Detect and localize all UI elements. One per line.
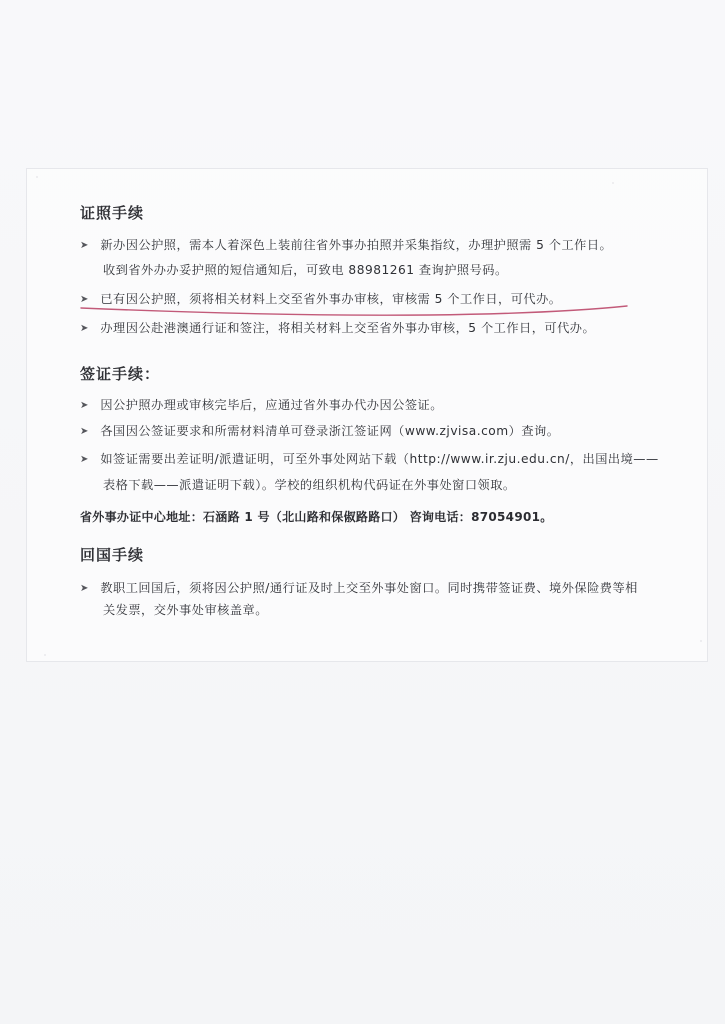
arrow-bullet-icon: ➤: [80, 583, 89, 594]
bullet-line-return-submission: [80, 581, 638, 597]
bullet-line-new-passport: [80, 238, 612, 254]
arrow-bullet-icon: ➤: [80, 426, 89, 437]
bullet-line-visa-processing: [80, 398, 443, 414]
continued-line-passport-number: 收到省外办办妥护照的短信通知后，可致电 88981261 查询护照号码。: [103, 263, 508, 277]
section-title-visa: 签证手续：: [80, 365, 161, 383]
handwritten-underline-mark: [79, 304, 629, 318]
bullet-line-dispatch-proof: [80, 452, 659, 468]
bullet-text: 新办因公护照，需本人着深色上装前往省外事办拍照并采集指纹，办理护照需 5 个工作日。: [100, 238, 613, 252]
arrow-bullet-icon: ➤: [80, 240, 89, 251]
foreign-affairs-office-address: 省外事办证中心地址：石涵路 1 号（北山路和保俶路路口） 咨询电话：87054901。: [80, 510, 553, 524]
bullet-text: 已有因公护照，须将相关材料上交至省外事办审核，审核需 5 个工作日，可代办。: [100, 292, 562, 306]
scan-noise-dot: [36, 176, 38, 178]
continued-line-return-invoices: 关发票，交外事处审核盖章。: [103, 603, 268, 617]
bullet-text: 各国因公签证要求和所需材料清单可登录浙江签证网（www.zjvisa.com）查询。: [100, 424, 560, 438]
scan-noise-dot: [700, 640, 702, 642]
arrow-bullet-icon: ➤: [80, 400, 89, 411]
bullet-text: 如签证需要出差证明/派遣证明，可至外事处网站下载（http://www.ir.zju.edu.cn/，出国出境——: [100, 452, 659, 466]
bullet-text: 因公护照办理或审核完毕后，应通过省外事办代办因公签证。: [100, 398, 443, 412]
bullet-line-visa-requirements: [80, 424, 559, 440]
section-title-return: 回国手续: [80, 546, 145, 564]
bullet-text: 办理因公赴港澳通行证和签注，将相关材料上交至省外事办审核，5 个工作日，可代办。: [100, 321, 596, 335]
scan-noise-dot: [44, 654, 46, 656]
arrow-bullet-icon: ➤: [80, 323, 89, 334]
continued-line-form-download: 表格下载——派遣证明下载）。学校的组织机构代码证在外事处窗口领取。: [103, 478, 516, 492]
section-title-certificates: 证照手续: [80, 204, 145, 222]
arrow-bullet-icon: ➤: [80, 454, 89, 465]
arrow-bullet-icon: ➤: [80, 294, 89, 305]
bullet-line-hongkong-macau-permit: [80, 321, 595, 337]
bullet-text: 教职工回国后，须将因公护照/通行证及时上交至外事处窗口。同时携带签证费、境外保险费等相: [100, 581, 638, 595]
scan-noise-dot: [612, 182, 614, 184]
